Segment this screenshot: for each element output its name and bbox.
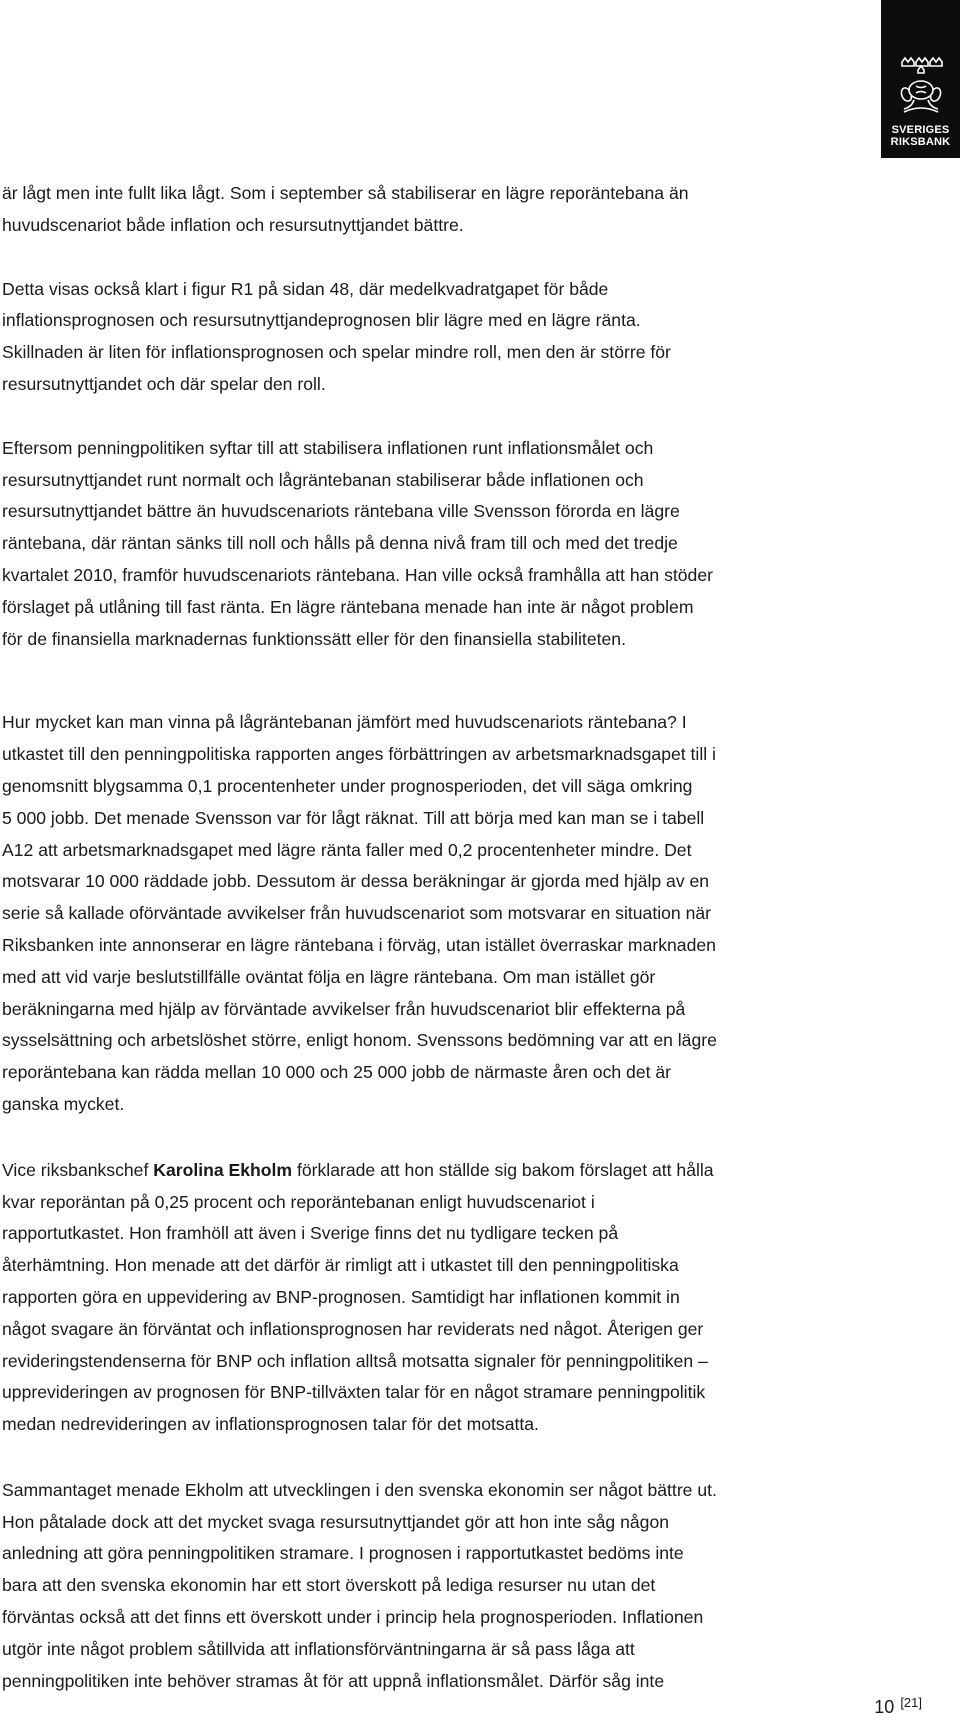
text-line: anledning att göra penningpolitiken stramare. I prognosen i rapportutkastet bedöms inte xyxy=(2,1543,684,1564)
text-line: Skillnaden är liten för inflationsprognosen och spelar mindre roll, men den är större för xyxy=(2,342,671,363)
text-line: sysselsättning och arbetslöshet större, enligt honom. Svenssons bedömning var att en lägre xyxy=(2,1030,717,1051)
text-line: A12 att arbetsmarknadsgapet med lägre ränta faller med 0,2 procentenheter mindre. Det xyxy=(2,839,692,860)
text-line: Hur mycket kan man vinna på lågräntebanan jämfört med huvudscenariots räntebana? I xyxy=(2,712,687,733)
text-segment: förklarade att hon ställde sig bakom förslaget att hålla xyxy=(292,1159,714,1180)
text-line: inflationsprognosen och resursutnyttjandeprognosen blir lägre med en lägre ränta. xyxy=(2,310,641,331)
text-line: resursutnyttjandet och där spelar den roll. xyxy=(2,373,326,394)
crown-emblem-icon xyxy=(894,56,948,118)
text-line: Riksbanken inte annonserar en lägre räntebana i förväg, utan istället överraskar marknaden xyxy=(2,934,716,955)
text-line: förväntas också att det finns ett överskott under i princip hela prognosperioden. Inflationen xyxy=(2,1607,704,1628)
logo-line-1: SVERIGES xyxy=(891,124,950,136)
text-line: revideringstendenserna för BNP och inflation alltså motsatta signaler för penningpolitiken – xyxy=(2,1350,708,1371)
text-line: kvar reporäntan på 0,25 procent och reporäntebanan enligt huvudscenariot i xyxy=(2,1191,595,1212)
paragraph xyxy=(2,178,897,242)
text-line xyxy=(2,1155,897,1187)
text-line: är lågt men inte fullt lika lågt. Som i september så stabiliserar en lägre reporäntebana än xyxy=(2,183,689,203)
text-line: rapportutkastet. Hon framhöll att även i Sverige finns det nu tydligare tecken på xyxy=(2,1223,619,1244)
riksbank-logo xyxy=(881,0,960,158)
text-segment: Vice riksbankschef xyxy=(2,1159,154,1180)
document-body xyxy=(2,178,897,1697)
text-line: bara att den svenska ekonomin har ett stort överskott på lediga resurser nu utan det xyxy=(2,1575,656,1596)
text-line: resursutnyttjandet bättre än huvudscenariots räntebana ville Svensson förorda en lägre xyxy=(2,501,680,522)
text-line: utkastet till den penningpolitiska rapporten anges förbättringen av arbetsmarknadsgapet till i xyxy=(2,744,716,765)
text-line: beräkningarna med hjälp av förväntade avvikelser från huvudscenariot blir effekterna på xyxy=(2,998,686,1019)
page-footer xyxy=(874,1695,922,1718)
text-line: Sammantaget menade Ekholm att utvecklingen i den svenska ekonomin ser något bättre ut. xyxy=(2,1479,717,1500)
text-line: förslaget på utlåning till fast ränta. En lägre räntebana menade han inte är något problem xyxy=(2,596,694,617)
text-line: ganska mycket. xyxy=(2,1093,125,1114)
text-line: kvartalet 2010, framför huvudscenariots räntebana. Han ville också framhålla att han stöder xyxy=(2,564,713,585)
text-line: medan nedrevideringen av inflationsprognosen talar för det motsatta. xyxy=(2,1414,539,1435)
logo-line-2: RIKSBANK xyxy=(890,136,951,148)
text-line: Hon påtalade dock att det mycket svaga resursutnyttjandet gör att hon inte såg någon xyxy=(2,1511,670,1532)
text-line: reporäntebana kan rädda mellan 10 000 och 25 000 jobb de närmaste åren och det är xyxy=(2,1062,672,1083)
text-line: upprevideringen av prognosen för BNP-tillväxten talar för en något stramare penningpolitik xyxy=(2,1382,706,1403)
text-line: penningpolitiken inte behöver stramas åt för att uppnå inflationsmålet. Därför såg inte xyxy=(2,1670,665,1691)
text-line: motsvarar 10 000 räddade jobb. Dessutom är dessa beräkningar är gjorda med hjälp av en xyxy=(2,871,710,892)
text-line: Eftersom penningpolitiken syftar till att stabilisera inflationen runt inflationsmålet och xyxy=(2,437,654,458)
text-line: räntebana, där räntan sänks till noll och hålls på denna nivå fram till och med det tredje xyxy=(2,533,678,554)
text-line: genomsnitt blygsamma 0,1 procentenheter under prognosperioden, det vill säga omkring xyxy=(2,775,693,796)
paragraph xyxy=(2,707,897,1120)
text-line: Detta visas också klart i figur R1 på sidan 48, där medelkvadratgapet för både xyxy=(2,278,609,299)
text-line: rapporten göra en uppevidering av BNP-prognosen. Samtidigt har inflationen kommit in xyxy=(2,1286,680,1307)
document-page-number: [21] xyxy=(900,1695,922,1710)
paragraph xyxy=(2,1475,897,1698)
paragraph xyxy=(2,274,897,401)
text-line: något svagare än förväntat och inflationsprognosen har reviderats ned något. Återigen ger xyxy=(2,1318,704,1339)
page-number: 10 xyxy=(874,1697,895,1717)
text-line: serie så kallade oförväntade avvikelser från huvudscenariot som motsvarar en situation när xyxy=(2,903,711,924)
speaker-name: Karolina Ekholm xyxy=(153,1159,293,1180)
text-line: utgör inte något problem såtillvida att inflationsförväntningarna är så pass låga att xyxy=(2,1638,635,1659)
paragraph xyxy=(2,1155,897,1441)
text-line: 5 000 jobb. Det menade Svensson var för lågt räknat. Till att börja med kan man se i tabell xyxy=(2,807,705,828)
paragraph xyxy=(2,433,897,656)
text-line: med att vid varje beslutstillfälle oväntat följa en lägre räntebana. Om man istället gör xyxy=(2,966,656,987)
text-line: för de finansiella marknadernas funktionssätt eller för den finansiella stabiliteten. xyxy=(2,628,626,649)
text-line: huvudscenariot både inflation och resursutnyttjandet bättre. xyxy=(2,214,464,235)
text-line: resursutnyttjandet runt normalt och lågräntebanan stabiliserar både inflationen och xyxy=(2,469,644,490)
logo-wordmark xyxy=(891,124,951,148)
text-line: återhämtning. Hon menade att det därför är rimligt att i utkastet till den penningpolitiska xyxy=(2,1255,679,1276)
